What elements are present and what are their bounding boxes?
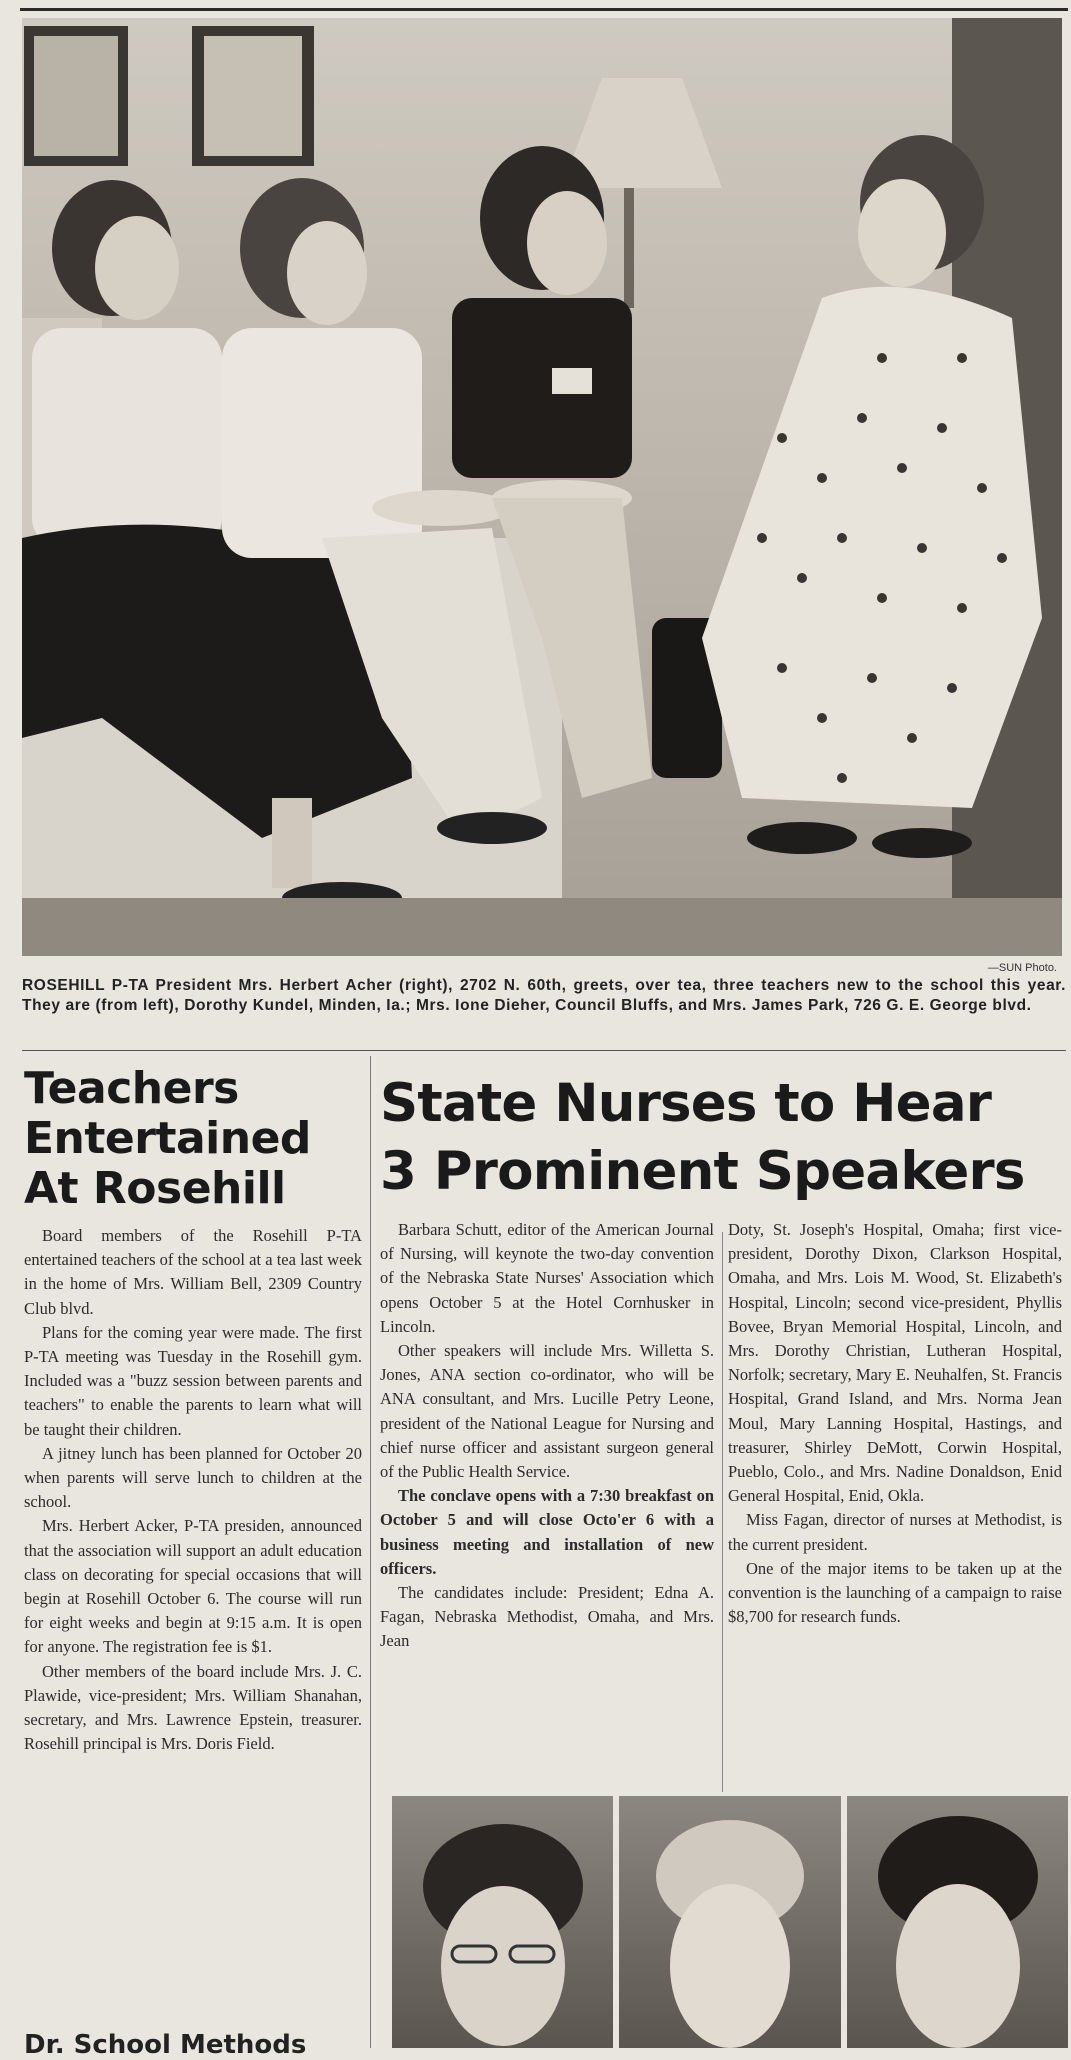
headline-state-nurses [380,1070,1068,1206]
paragraph: Barbara Schutt, editor of the American Journal of Nursing, will keynote the two-day convention of the Nebraska State Nurses' Association which opens October 5 at the Hotel Cornhusker in Lincoln. [380,1220,714,1336]
portrait-illustration [847,1796,1068,2048]
portrait-photo [847,1796,1068,2048]
inner-column-divider [722,1232,723,1792]
paragraph: One of the major items to be taken up at the convention is the launching of a campaign to raise $8,700 for research funds. [728,1558,1062,1627]
headline-teachers-entertained [24,1064,362,1214]
article-column-1 [380,1218,714,1654]
top-rule [20,8,1068,11]
news-photo [22,18,1062,956]
article-teachers-entertained [24,1064,362,1756]
headline-line: At Rosehill [24,1163,286,1214]
article-column-2 [728,1218,1062,1654]
paragraph: Other speakers will include Mrs. Willetta S. Jones, ANA section co-ordinator, who will be ANA consultant, and Mrs. Lucille Petry Leone, president of the National League for Nursing and chief nurse officer and assistant surgeon general of the Public Health Service. [380,1341,714,1482]
portrait-row [392,1796,1068,2048]
next-article-headline: Dr. School Methods [24,2030,307,2060]
portrait-illustration [619,1796,840,2048]
headline-line: State Nurses to Hear [380,1073,992,1134]
paragraph: Mrs. Herbert Acker, P-TA presiden, announced that the association will support an adult education class on decorating for special occasions that will begin at Rosehill October 6. The course will run for eight weeks and begin at 9:15 a.m. It is open for anyone. The registration fee is $1. [24,1516,362,1657]
portrait-photo [619,1796,840,2048]
paragraph: Miss Fagan, director of nurses at Methodist, is the current president. [728,1510,1062,1554]
paragraph: Plans for the coming year were made. The first P-TA meeting was Tuesday in the Rosehill gym. Included was a "buzz session between parents and teachers" to enable the parents to learn what will be taught their children. [24,1322,362,1439]
portrait-illustration [392,1796,613,2048]
headline-line: Teachers [24,1063,239,1114]
article-columns [380,1218,1068,1654]
headline-line: 3 Prominent Speakers [380,1141,1025,1202]
headline-line: Entertained [24,1113,311,1164]
paragraph: The candidates include: President; Edna A. Fagan, Nebraska Methodist, Omaha, and Mrs. Jean [380,1583,714,1651]
article-state-nurses [380,1070,1068,1654]
photo-illustration [22,18,1062,956]
caption-divider [22,1050,1066,1051]
paragraph: Other members of the board include Mrs. J. C. Plawide, vice-president; Mrs. William Shanahan, secretary, and Mrs. Lawrence Epstein, treasurer. Rosehill principal is Mrs. Doris Field. [24,1661,362,1754]
portrait-photo [392,1796,613,2048]
paragraph: Board members of the Rosehill P-TA entertained teachers of the school at a tea last week in the home of Mrs. William Bell, 2309 Country Club blvd. [24,1226,362,1318]
paragraph: Doty, St. Joseph's Hospital, Omaha; first vice-president, Dorothy Dixon, Clarkson Hospital, Omaha, and Mrs. Lois M. Wood, St. Elizabeth's Hospital, Lincoln; second vice-president, Phyllis Bovee, Bryan Memorial Hospital, Lincoln, and Mrs. Dorothy Christian, Lutheran Hospital, Norfolk; secretary, Mary E. Neuhalfen, St. Francis Hospital, Grand Island, and Mrs. Norma Jean Moul, Mary Lanning Hospital, Hastings, and treasurer, Shirley DeMott, Corwin Hospital, Pueblo, Colo., and Mrs. Nadine Donaldson, Enid General Hospital, Enid, Okla. [728,1220,1062,1506]
paragraph: A jitney lunch has been planned for October 20 when parents will serve lunch to children at the school. [24,1443,362,1512]
photo-credit: —SUN Photo. [987,962,1057,974]
paragraph-bold: The conclave opens with a 7:30 breakfast on October 5 and will close Octo'er 6 with a business meeting and installation of new officers. [380,1486,714,1578]
photo-caption: ROSEHILL P-TA President Mrs. Herbert Acher (right), 2702 N. 60th, greets, over tea, three teachers new to the school this year. They are (from left), Dorothy Kundel, Minden, Ia.; Mrs. Ione Dieher, Council Bluffs, and Mrs. James Park, 726 G. E. George blvd. [22,977,1066,1014]
article-body [24,1224,362,1756]
column-divider [370,1056,371,2048]
